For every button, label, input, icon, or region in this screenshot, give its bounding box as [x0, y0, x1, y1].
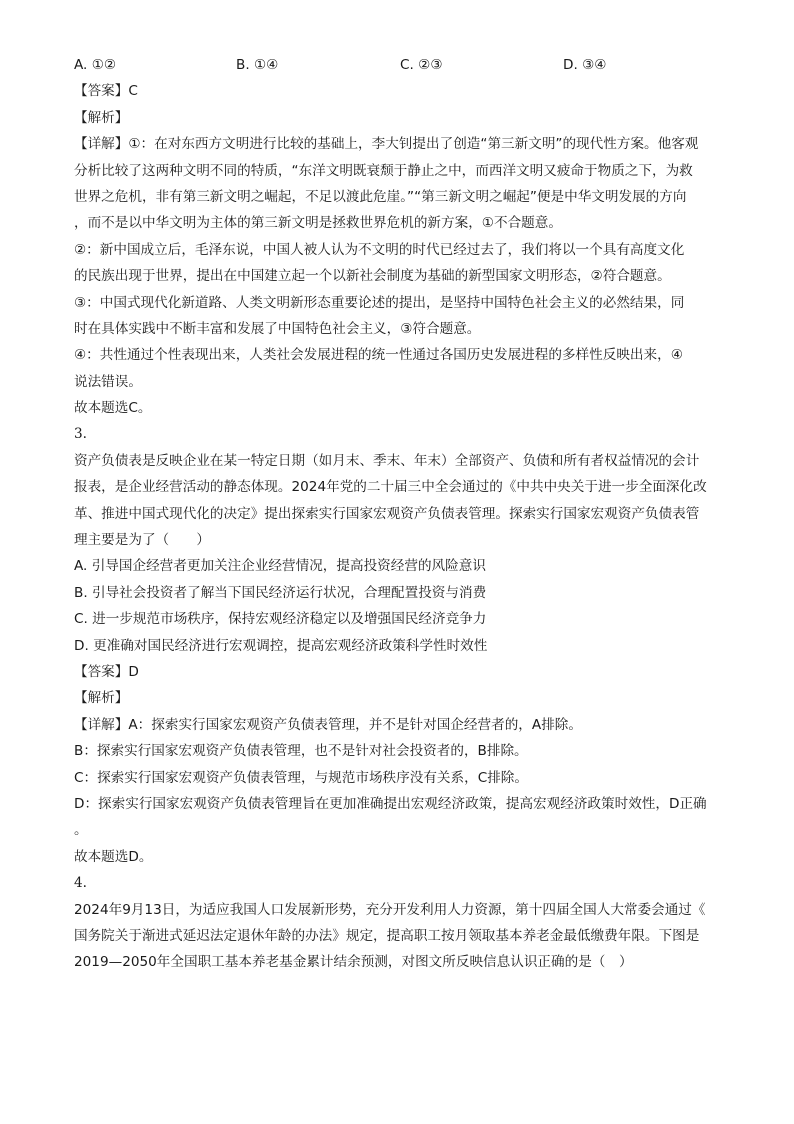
- q3-option-c: C. 进一步规范市场秩序，保持宏观经济稳定以及增强国民经济竞争力: [74, 611, 487, 628]
- q3-answer: 【答案】D: [74, 663, 139, 680]
- q4-stem-line: 2024年9月13日，为适应我国人口发展新形势，充分开发利用人力资源，第十四届全国人大常委会通过《: [74, 901, 706, 918]
- q2-explanation-line: 时在具体实践中不断丰富和发展了中国特色社会主义，③符合题意。: [74, 320, 481, 337]
- q2-explanation-line: ，而不是以中华文明为主体的第三新文明是拯救世界危机的新方案，①不合题意。: [74, 215, 562, 232]
- q3-explanation-line: D：探索实行国家宏观资产负债表管理旨在更加准确提出宏观经济政策，提高宏观经济政策时效性，D正确: [74, 795, 707, 812]
- q2-explanation-line: 分析比较了这两种文明不同的特质，“东洋文明既衰颓于静止之中，而西洋文明又疲命于物质之下，为救: [74, 162, 693, 179]
- q3-explanation-line: 【详解】A：探索实行国家宏观资产负债表管理，并不是针对国企经营者的，A排除。: [74, 716, 582, 733]
- q3-stem-line: 报表，是企业经营活动的静态体现。2024年党的二十届三中全会通过的《中共中央关于进一步全面深化改: [74, 479, 707, 496]
- q2-explanation-line: ③：中国式现代化新道路、人类文明新形态重要论述的提出，是坚持中国特色社会主义的必然结果，同: [74, 294, 685, 311]
- q2-option-b: B. ①④: [236, 57, 279, 73]
- q3-stem-line: 资产负债表是反映企业在某一特定日期（如月末、季末、年末）全部资产、负债和所有者权益情况的会计: [74, 452, 700, 469]
- q3-option-b: B. 引导社会投资者了解当下国民经济运行状况，合理配置投资与消费: [74, 584, 487, 601]
- q3-analysis-heading: 【解析】: [74, 690, 129, 707]
- q2-explanation-line: ②：新中国成立后，毛泽东说，中国人被人认为不文明的时代已经过去了，我们将以一个具有高度文化: [74, 241, 685, 258]
- q2-option-c: C. ②③: [400, 57, 443, 73]
- q2-option-a: A. ①②: [74, 57, 117, 73]
- q2-explanation-line: 说法错误。: [74, 373, 142, 390]
- q3-explanation-line: B：探索实行国家宏观资产负债表管理，也不是针对社会投资者的，B排除。: [74, 743, 528, 760]
- q2-conclusion: 故本题选C。: [74, 400, 152, 417]
- q2-analysis-heading: 【解析】: [74, 109, 129, 126]
- q4-stem-line: 国务院关于渐进式延迟法定退休年龄的办法》规定，提高职工按月领取基本养老金最低缴费年限。下图是: [74, 927, 700, 944]
- q2-options: [74, 52, 724, 78]
- q3-conclusion: 故本题选D。: [74, 848, 153, 865]
- q3-option-d: D. 更准确对国民经济进行宏观调控，提高宏观经济政策科学性时效性: [74, 637, 488, 654]
- q3-explanation-line: C：探索实行国家宏观资产负债表管理，与规范市场秩序没有关系，C排除。: [74, 769, 528, 786]
- q3-stem-line: 理主要是为了（ ）: [74, 532, 210, 549]
- q2-explanation-line: 【详解】①：在对东西方文明进行比较的基础上，李大钊提出了创造“第三新文明”的现代性方案。他客观: [74, 136, 699, 153]
- document-page: [74, 52, 724, 976]
- q2-explanation-line: 世界之危机，非有第三新文明之崛起，不足以渡此危崖。”“第三新文明之崛起”便是中华文明发展的方向: [74, 188, 687, 205]
- q2-explanation-line: ④：共性通过个性表现出来，人类社会发展进程的统一性通过各国历史发展进程的多样性反映出来，④: [74, 347, 683, 364]
- q3-number: 3.: [74, 426, 87, 443]
- q3-option-a: A. 引导国企经营者更加关注企业经营情况，提高投资经营的风险意识: [74, 558, 486, 575]
- q2-answer: 【答案】C: [74, 83, 138, 100]
- q3-explanation-line: 。: [74, 822, 88, 839]
- q3-stem-line: 革、推进中国式现代化的决定》提出探索实行国家宏观资产负债表管理。探索实行国家宏观资产负债表管: [74, 505, 700, 522]
- q2-explanation-line: 的民族出现于世界，提出在中国建立起一个以新社会制度为基础的新型国家文明形态，②符合题意。: [74, 268, 671, 285]
- q4-stem-line: 2019—2050年全国职工基本养老基金累计结余预测，对图文所反映信息认识正确的是（ ）: [74, 954, 633, 971]
- q4-number: 4.: [74, 875, 87, 892]
- q2-option-d: D. ③④: [563, 57, 607, 73]
